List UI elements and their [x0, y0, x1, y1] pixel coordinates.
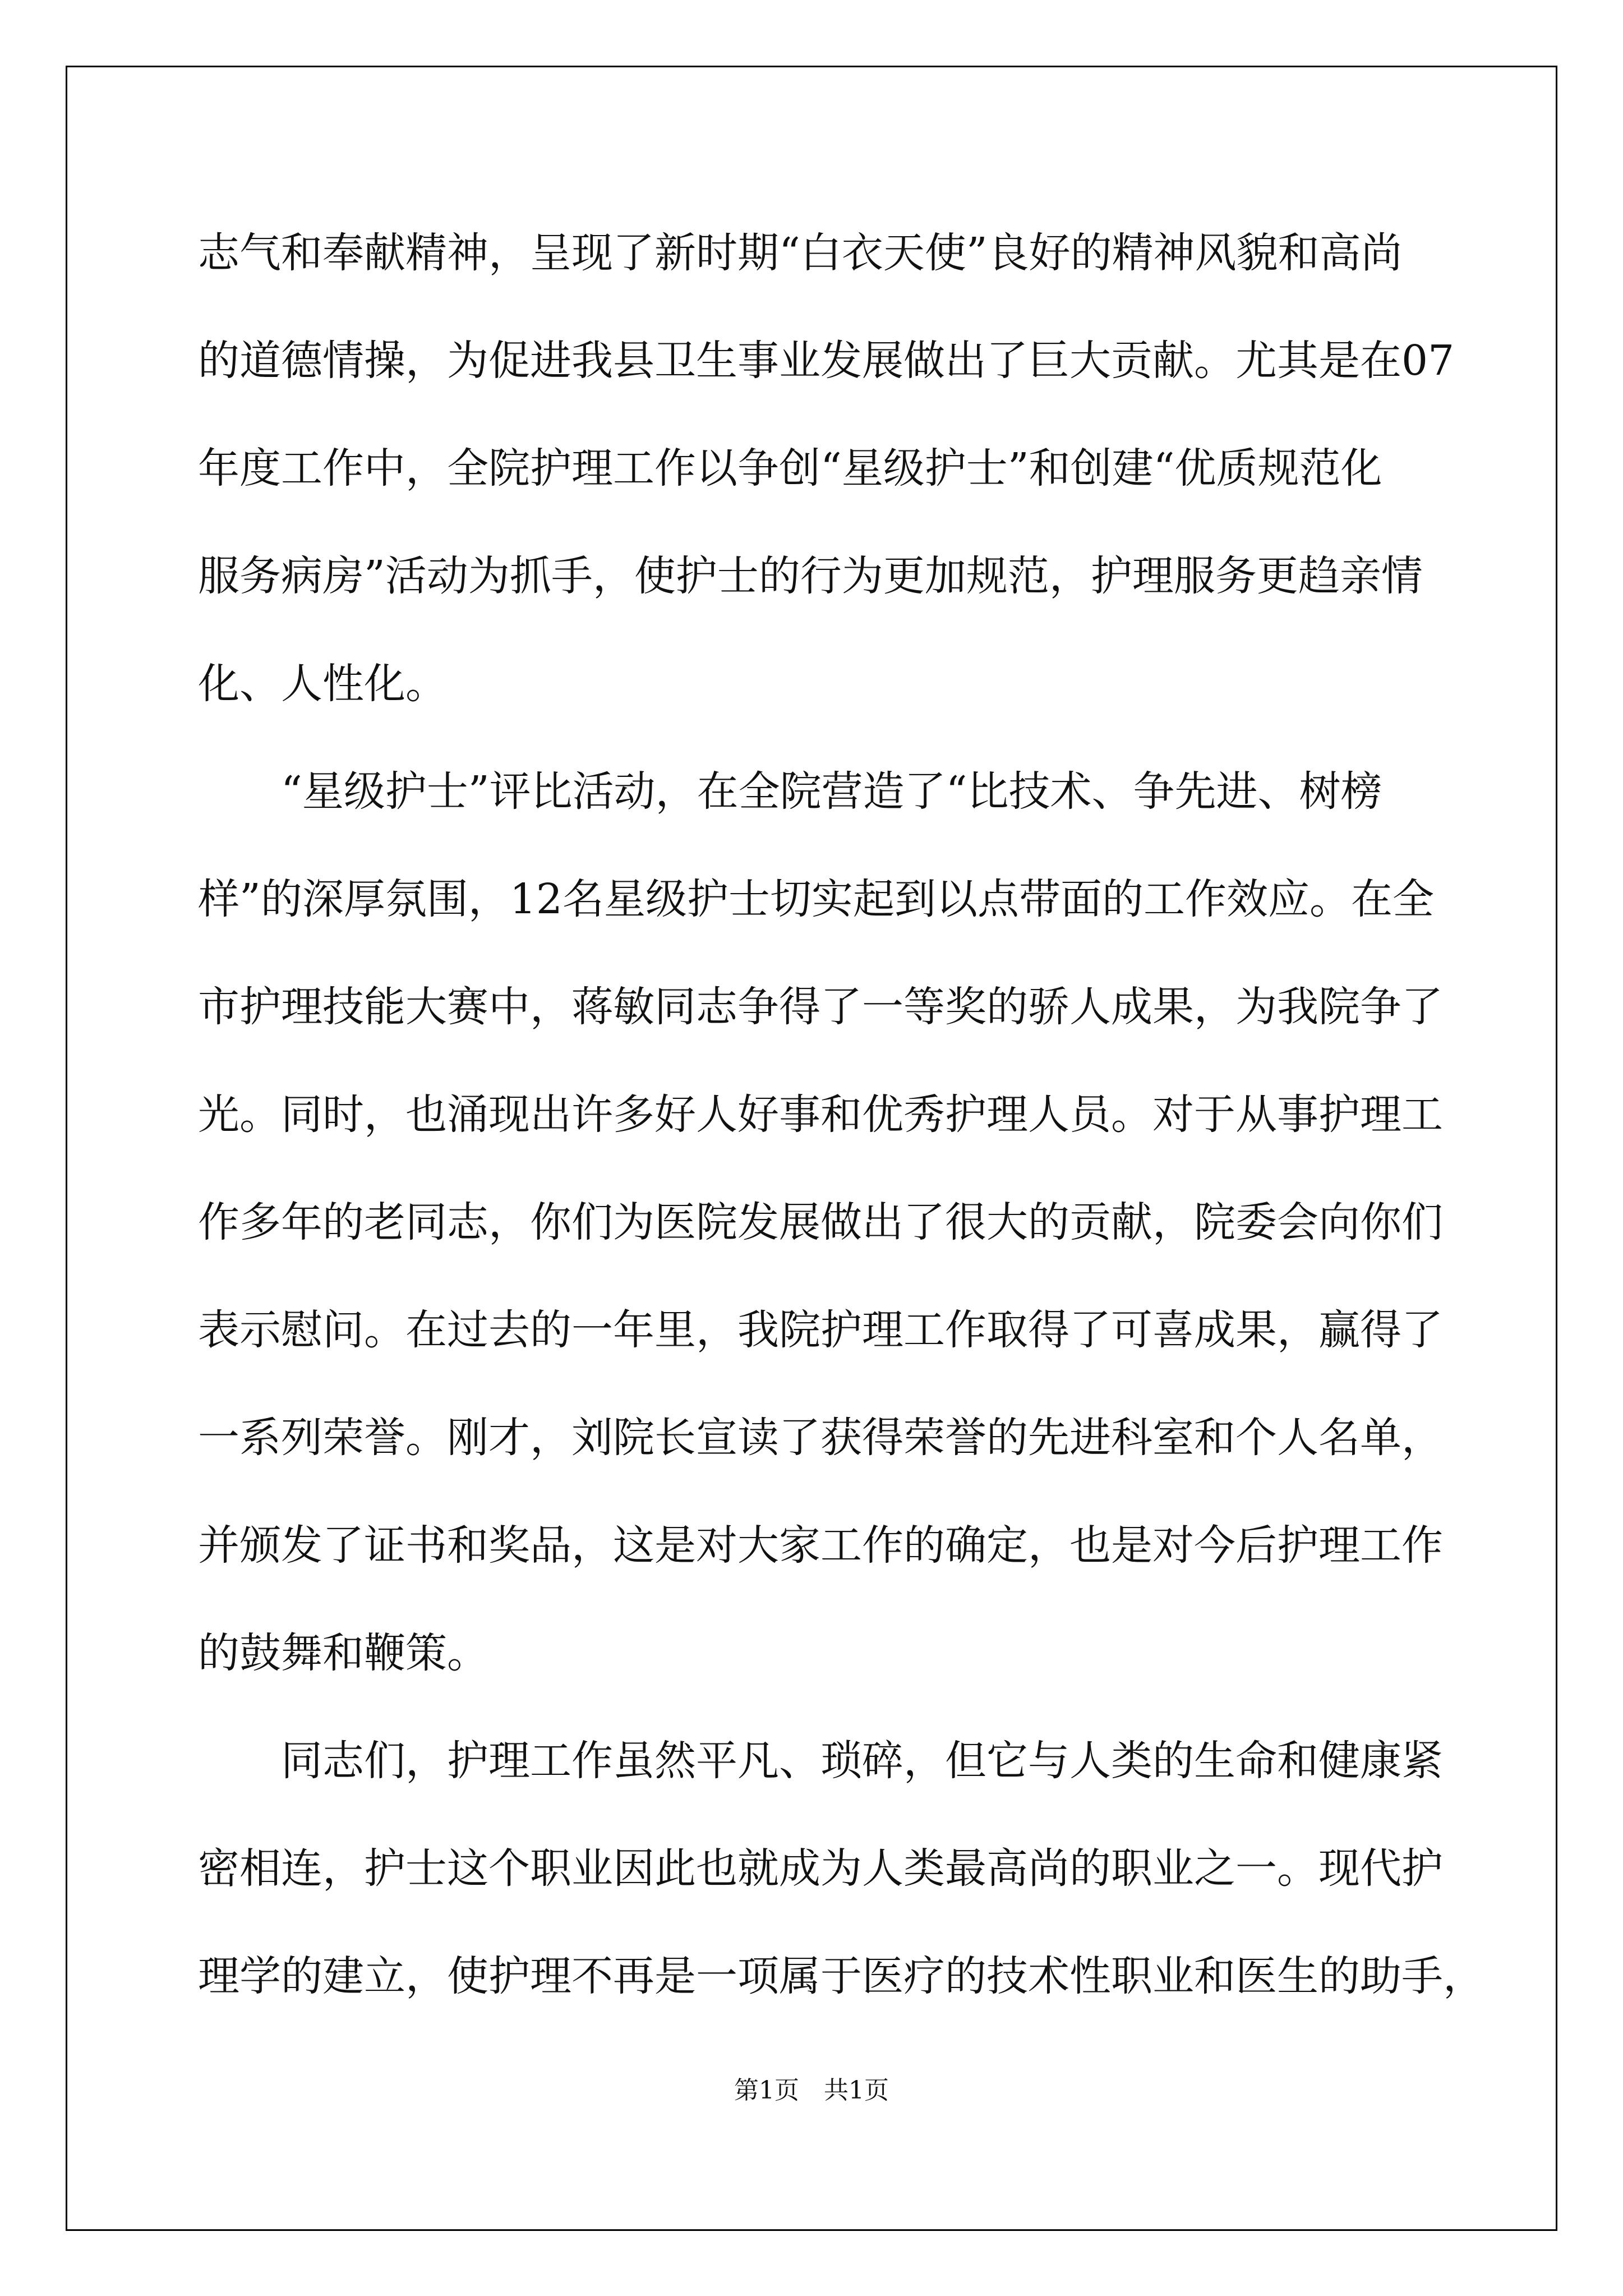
- text-line-13: 并颁发了证书和奖品，这是对大家工作的确定，也是对今后护理工作: [198, 1521, 1443, 1570]
- text-line-5: 化、人性化。: [198, 660, 447, 708]
- text-line-11: 表示慰问。在过去的一年里，我院护理工作取得了可喜成果，赢得了: [198, 1306, 1443, 1354]
- text-line-4: 服务病房”活动为抓手，使护士的行为更加规范，护理服务更趋亲情: [198, 552, 1423, 600]
- text-line-12: 一系列荣誉。刚才，刘院长宣读了获得荣誉的先进科室和个人名单，: [198, 1414, 1443, 1462]
- text-line-1: 志气和奉献精神，呈现了新时期“白衣天使”良好的精神风貌和高尚: [198, 229, 1403, 277]
- text-line-9: 光。同时，也涌现出许多好人好事和优秀护理人员。对于从事护理工: [198, 1091, 1443, 1139]
- page-number-footer: 第1页 共1页: [734, 2076, 889, 2105]
- text-line-6: “星级护士”评比活动，在全院营造了“比技术、争先进、树榜: [198, 767, 1382, 816]
- text-line-7: 样”的深厚氛围，12名星级护士切实起到以点带面的工作效应。在全: [198, 875, 1434, 923]
- text-line-2: 的道德情操，为促进我县卫生事业发展做出了巨大贡献。尤其是在07: [198, 337, 1455, 385]
- document-body: [198, 199, 1484, 2030]
- text-line-3: 年度工作中，全院护理工作以争创“星级护士”和创建“优质规范化: [198, 444, 1382, 493]
- text-line-10: 作多年的老同志，你们为医院发展做出了很大的贡献，院委会向你们: [198, 1198, 1443, 1246]
- text-line-17: 理学的建立，使护理不再是一项属于医疗的技术性职业和医生的助手，: [198, 1952, 1484, 2000]
- text-line-8: 市护理技能大赛中，蒋敏同志争得了一等奖的骄人成果，为我院争了: [198, 983, 1443, 1031]
- text-line-15: 同志们，护理工作虽然平凡、琐碎，但它与人类的生命和健康紧: [198, 1737, 1443, 1785]
- text-line-16: 密相连，护士这个职业因此也就成为人类最高尚的职业之一。现代护: [198, 1844, 1443, 1893]
- text-line-14: 的鼓舞和鞭策。: [198, 1629, 488, 1677]
